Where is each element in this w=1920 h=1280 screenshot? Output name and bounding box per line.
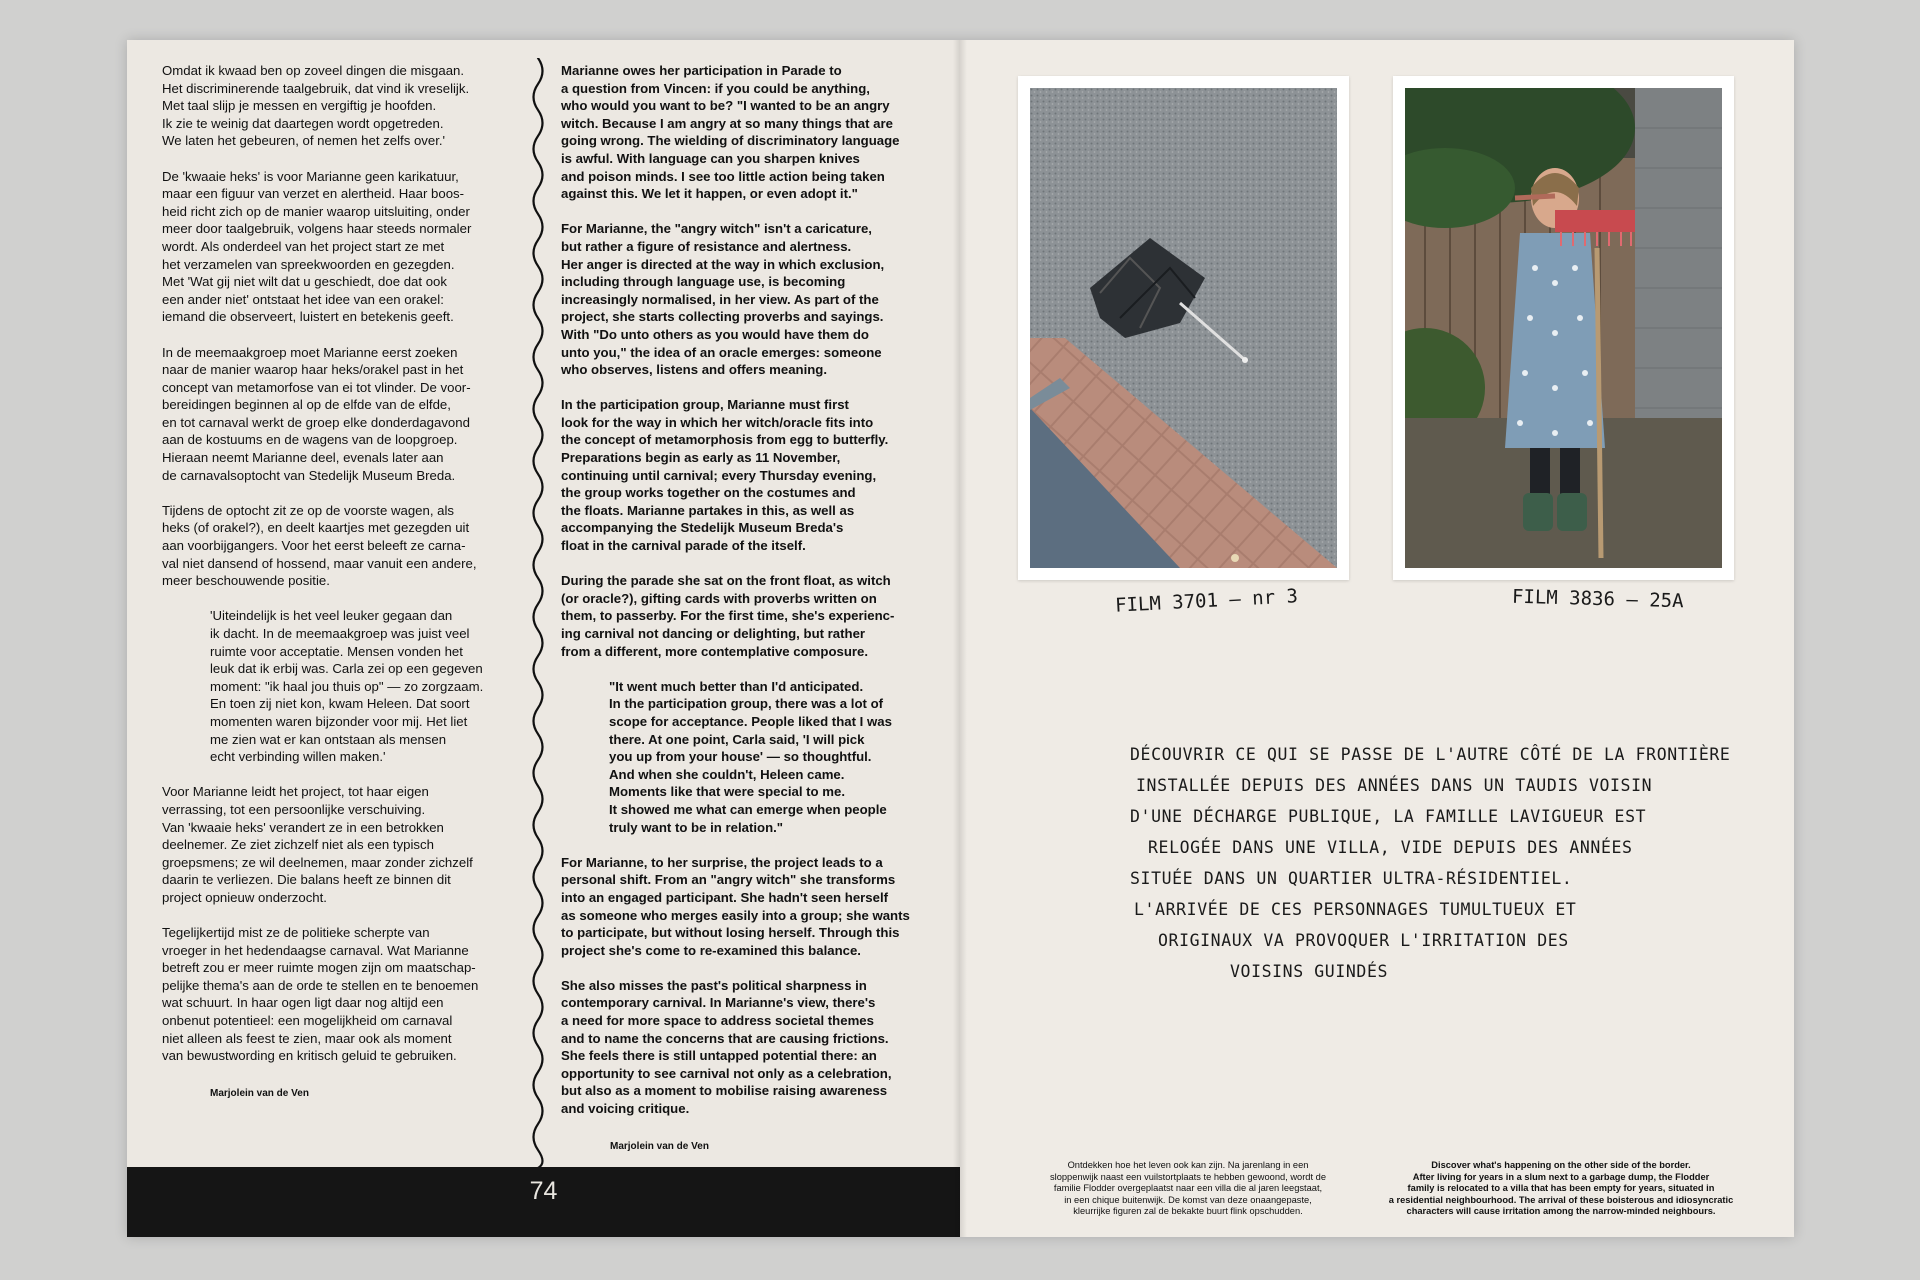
dutch-paragraph: Tegelijkertijd mist ze de politieke scherpte van vroeger in het hedendaagse carnaval. Wat Marianne betreft zou er meer ruimte mogen zijn om maatschap- pelijke thema's aan de orde te stellen en te benoemen wat schuurt. In haar ogen ligt daar nog altijd een onbenut potentieel: een mogelijkheid om carnaval niet alleen als feest te zien, maar ook als moment van bewustwording en kritisch geluid te gebruiken. [162,925,479,1064]
english-author: Marjolein van de Ven [610,1140,709,1152]
squiggle-divider-icon [520,58,556,1173]
dutch-paragraph: In de meemaakgroep moet Marianne eerst zoeken naar de manier waarop haar heks/orakel past in het concept van metamorfose van ei tot vlinder. De voor- bereidingen beginnen al op de elfde van de elfde, en tot carnaval werkt de groep elke donderdagavond aan de kostuums en de wagens van de loopgroep. Hieraan neemt Marianne deel, evenals later aan de carnavalsoptocht van Stedelijk Museum Breda. [162,344,471,483]
woman-photo-image [1405,88,1722,568]
umbrella-photo-image [1030,88,1337,568]
english-paragraph: Marianne owes her participation in Parade to a question from Vincen: if you could be anything, who would you want to be? "I wanted to be an angry witch. Because I am angry at so many things that are going wrong. The wielding of discriminatory language is awful. With language can you sharpen knives and poison minds. I see too little action being taken against this. We let it happen, or even adopt it." [561,63,900,202]
handwritten-line: INSTALLÉE DEPUIS DES ANNÉES DANS UN TAUDIS VOISIN [1136,776,1653,795]
page-footer-bar [127,1167,960,1237]
magazine-spread [127,40,1794,1237]
dutch-paragraph: De 'kwaaie heks' is voor Marianne geen karikatuur, maar een figuur van verzet en alertheid. Haar boos- heid richt zich op de manier waarop uitsluiting, onder meer door taalgebruik, volgens haar steeds normaler wordt. Als onderdeel van het project start ze met het verzamelen van spreekwoorden en gezegden. Met 'Wat gij niet wilt dat u geschiedt, doe dat ook een ander niet' ontstaat het idee van een orakel: iemand die observeert, luistert en betekenis geeft. [162,168,472,325]
blurb-english-text: Discover what's happening on the other side of the border. After living for years in a slum next to a garbage dump, the Flodder family is relocated to a villa that has been empty for years, situated in a residential neighbourhood. The arrival of these boisterous and idiosyncratic characters will cause irritation among the narrow-minded neighbours. [1388,1160,1734,1217]
photo-2-caption: FILM 3836 – 25A [1511,585,1684,613]
photo-woman-with-broom [1393,76,1734,580]
handwritten-line: VOISINS GUINDÉS [1230,962,1389,981]
english-paragraph: For Marianne, the "angry witch" isn't a caricature, but rather a figure of resistance and alertness. Her anger is directed at the way in which exclusion, including through language use, is becoming increasingly normalised, in her view. As part of the project, she starts collecting proverbs and sayings. With "Do unto others as you would have them do unto you," the idea of an oracle emerges: someone who observes, listens and offers meaning. [561,221,885,378]
dutch-quote: 'Uiteindelijk is het veel leuker gegaan dan ik dacht. In de meemaakgroep was juist veel ruimte voor acceptatie. Mensen vonden het leuk dat ik erbij was. Carla zei op een gegeven moment: "ik haal jou thuis op" — zo zorgzaam. En toen zij niet kon, kwam Heleen. Dat soort momenten waren bijzonder voor mij. Het liet me zien wat er kan ontstaan als mensen echt verbinding willen maken.' [210,608,484,765]
english-paragraph: She also misses the past's political sharpness in contemporary carnival. In Marianne's view, there's a need for more space to address societal themes and to name the concerns that are causing frictions. She feels there is still untapped potential there: an opportunity to see carnival not only as a celebration, but also as a moment to mobilise raising awareness and voicing critique. [561,977,892,1117]
english-quote: "It went much better than I'd anticipated. In the participation group, there was a lot of scope for acceptance. People liked that I was there. At one point, Carla said, 'I will pick you up from your house' — so thoughtful. And when she couldn't, Heleen came. Moments like that were special to me. It showed me what can emerge when people truly want to be in relation." [609,678,892,835]
handwritten-line: SITUÉE DANS UN QUARTIER ULTRA-RÉSIDENTIEL. [1130,869,1573,888]
blurb-dutch [1028,1160,1348,1218]
english-paragraph: In the participation group, Marianne must first look for the way in which her witch/oracle fits into the concept of metamorphosis from egg to butterfly. Preparations begin as early as 11 November, continuing until carnival; every Thursday evening, the group works together on the costumes and the floats. Marianne partakes in this, as well as accompanying the Stedelijk Museum Breda's float in the carnival parade of the itself. [561,397,889,554]
blurb-english [1380,1160,1742,1218]
photo-1-caption: FILM 3701 – nr 3 [1114,585,1299,617]
dutch-paragraph: Tijdens de optocht zit ze op de voorste wagen, als heks (of orakel?), en deelt kaartjes met gezegden uit aan voorbijgangers. Voor het eerst beleeft ze carna- val niet dansend of hossend, maar vanuit een andere, meer beschouwende positie. [162,502,477,589]
handwritten-line: L'ARRIVÉE DE CES PERSONNAGES TUMULTUEUX ET [1134,900,1577,919]
page-number: 74 [529,1177,558,1205]
dutch-author: Marjolein van de Ven [210,1087,309,1099]
blurb-dutch-text: Ontdekken hoe het leven ook kan zijn. Na jarenlang in een sloppenwijk naast een vuilstortplaats te hebben gewoond, wordt de familie Flodder overgeplaatst naar een villa die al jaren leegstaat, in een chique buitenwijk. De komst van deze onaangepaste, kleurrijke figuren zal de bekakte buurt flink opschudden. [1050,1160,1326,1217]
english-paragraph: For Marianne, to her surprise, the project leads to a personal shift. From an "angry witch" she transforms into an engaged participant. She hadn't seen herself as someone who merges easily into a group; she wants to participate, but without losing herself. Through this project she's come to re-examined this balance. [561,854,910,958]
english-column [561,62,936,1155]
right-page [960,40,1794,1237]
handwritten-line: D'UNE DÉCHARGE PUBLIQUE, LA FAMILLE LAVIGUEUR EST [1130,807,1647,826]
dutch-paragraph: Voor Marianne leidt het project, tot haar eigen verrassing, tot een persoonlijke verschuiving. Van 'kwaaie heks' verandert ze in een betrokken deelnemer. Ze ziet zichzelf niet als een typisch groepsmens; ze wil deelnemen, maar zonder zichzelf daarin te verliezen. Die balans heeft ze binnen dit project opnieuw onderzocht. [162,784,473,905]
left-page [127,40,960,1237]
handwritten-line: DÉCOUVRIR CE QUI SE PASSE DE L'AUTRE CÔTÉ DE LA FRONTIÈRE [1130,745,1731,764]
handwritten-text [1130,745,1731,993]
photo-umbrella [1018,76,1349,580]
english-paragraph: During the parade she sat on the front float, as witch (or oracle?), gifting cards with proverbs written on them, to passerby. For the first time, she's experienc- ing carnival not dancing or delighting, but rather from a different, more contemplative composure. [561,573,895,659]
handwritten-line: ORIGINAUX VA PROVOQUER L'IRRITATION DES [1158,931,1569,950]
dutch-column [162,62,512,1102]
handwritten-line: RELOGÉE DANS UNE VILLA, VIDE DEPUIS DES ANNÉES [1148,838,1633,857]
dutch-paragraph: Omdat ik kwaad ben op zoveel dingen die misgaan. Het discriminerende taalgebruik, dat vind ik vreselijk. Met taal slijp je messen en vergiftig je hoofden. Ik zie te weinig dat daartegen wordt opgetreden. We laten het gebeuren, of nemen het zelfs over.' [162,63,470,149]
